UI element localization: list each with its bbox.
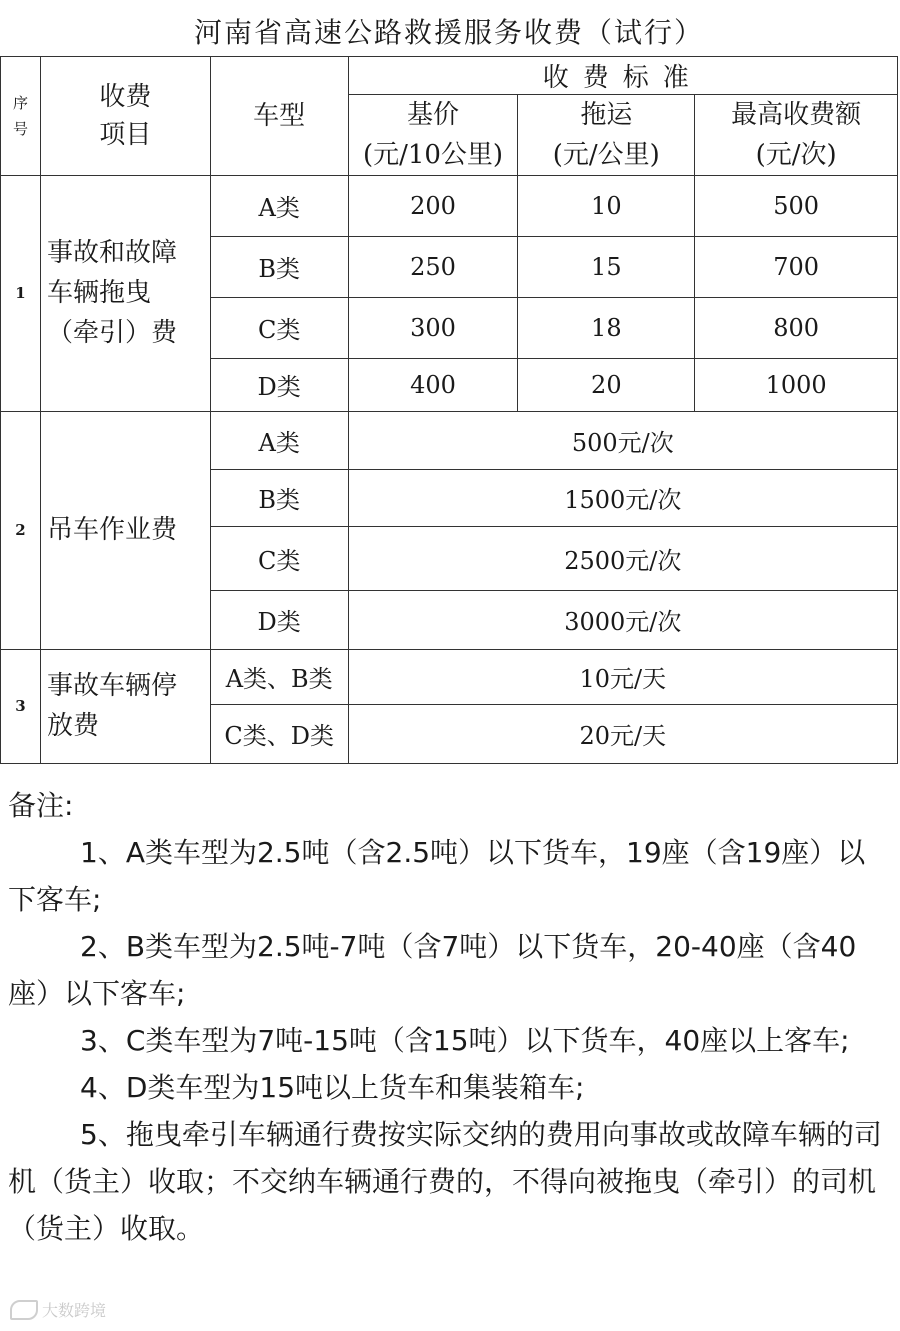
note-item: 5、拖曳牵引车辆通行费按实际交纳的费用向事故或故障车辆的司机（货主）收取；不交纳车辆通行费的，不得向被拖曳（牵引）的司机（货主）收取。 bbox=[8, 1118, 882, 1245]
fee-value: 2500元/次 bbox=[348, 526, 897, 590]
header-base: 基价 (元/10公里) bbox=[348, 94, 518, 175]
header-item: 收费 项目 bbox=[40, 56, 210, 175]
vehicle-type: C类、D类 bbox=[210, 704, 348, 763]
tow-price: 15 bbox=[518, 236, 695, 297]
base-price: 400 bbox=[348, 358, 518, 411]
vehicle-type: A类、B类 bbox=[210, 649, 348, 704]
fee-item: 吊车作业费 bbox=[40, 411, 210, 649]
table-row bbox=[1, 649, 898, 704]
vehicle-type: D类 bbox=[210, 590, 348, 649]
base-price: 300 bbox=[348, 297, 518, 358]
table-title: 河南省高速公路救援服务收费（试行） bbox=[1, 6, 898, 56]
fee-item: 事故车辆停 放费 bbox=[40, 649, 210, 763]
notes-section bbox=[8, 782, 892, 1252]
note-item: 1、A类车型为2.5吨（含2.5吨）以下货车，19座（含19座）以下客车; bbox=[8, 836, 866, 916]
base-price: 250 bbox=[348, 236, 518, 297]
max-fee: 1000 bbox=[695, 358, 898, 411]
vehicle-type: B类 bbox=[210, 236, 348, 297]
tow-price: 10 bbox=[518, 175, 695, 236]
fee-table bbox=[0, 6, 898, 764]
max-fee: 700 bbox=[695, 236, 898, 297]
fee-value: 3000元/次 bbox=[348, 590, 897, 649]
fee-value: 500元/次 bbox=[348, 411, 897, 469]
tow-price: 20 bbox=[518, 358, 695, 411]
watermark-text: 大数跨境 bbox=[42, 1301, 107, 1320]
note-item: 4、D类车型为15吨以上货车和集装箱车; bbox=[80, 1071, 585, 1104]
table-row bbox=[1, 411, 898, 469]
vehicle-type: C类 bbox=[210, 526, 348, 590]
fee-value: 1500元/次 bbox=[348, 469, 897, 526]
row-number: 3 bbox=[1, 649, 41, 763]
header-vehicle: 车型 bbox=[210, 56, 348, 175]
vehicle-type: A类 bbox=[210, 411, 348, 469]
table-row bbox=[1, 175, 898, 236]
max-fee: 800 bbox=[695, 297, 898, 358]
vehicle-type: A类 bbox=[210, 175, 348, 236]
header-max: 最高收费额 (元/次) bbox=[695, 94, 898, 175]
watermark bbox=[10, 1298, 106, 1321]
base-price: 200 bbox=[348, 175, 518, 236]
header-standard: 收费标准 bbox=[348, 56, 897, 94]
vehicle-type: D类 bbox=[210, 358, 348, 411]
fee-value: 20元/天 bbox=[348, 704, 897, 763]
note-item: 3、C类车型为7吨-15吨（含15吨）以下货车，40座以上客车; bbox=[80, 1024, 850, 1057]
vehicle-type: B类 bbox=[210, 469, 348, 526]
tow-price: 18 bbox=[518, 297, 695, 358]
header-seq: 序 号 bbox=[1, 56, 41, 175]
note-item: 2、B类车型为2.5吨-7吨（含7吨）以下货车，20-40座（含40座）以下客车; bbox=[8, 930, 857, 1010]
notes-heading: 备注: bbox=[8, 789, 74, 822]
max-fee: 500 bbox=[695, 175, 898, 236]
vehicle-type: C类 bbox=[210, 297, 348, 358]
row-number: 1 bbox=[1, 175, 41, 411]
header-tow: 拖运 (元/公里) bbox=[518, 94, 695, 175]
fee-item: 事故和故障 车辆拖曳 （牵引）费 bbox=[40, 175, 210, 411]
fee-value: 10元/天 bbox=[348, 649, 897, 704]
watermark-logo-icon bbox=[10, 1300, 38, 1320]
row-number: 2 bbox=[1, 411, 41, 649]
